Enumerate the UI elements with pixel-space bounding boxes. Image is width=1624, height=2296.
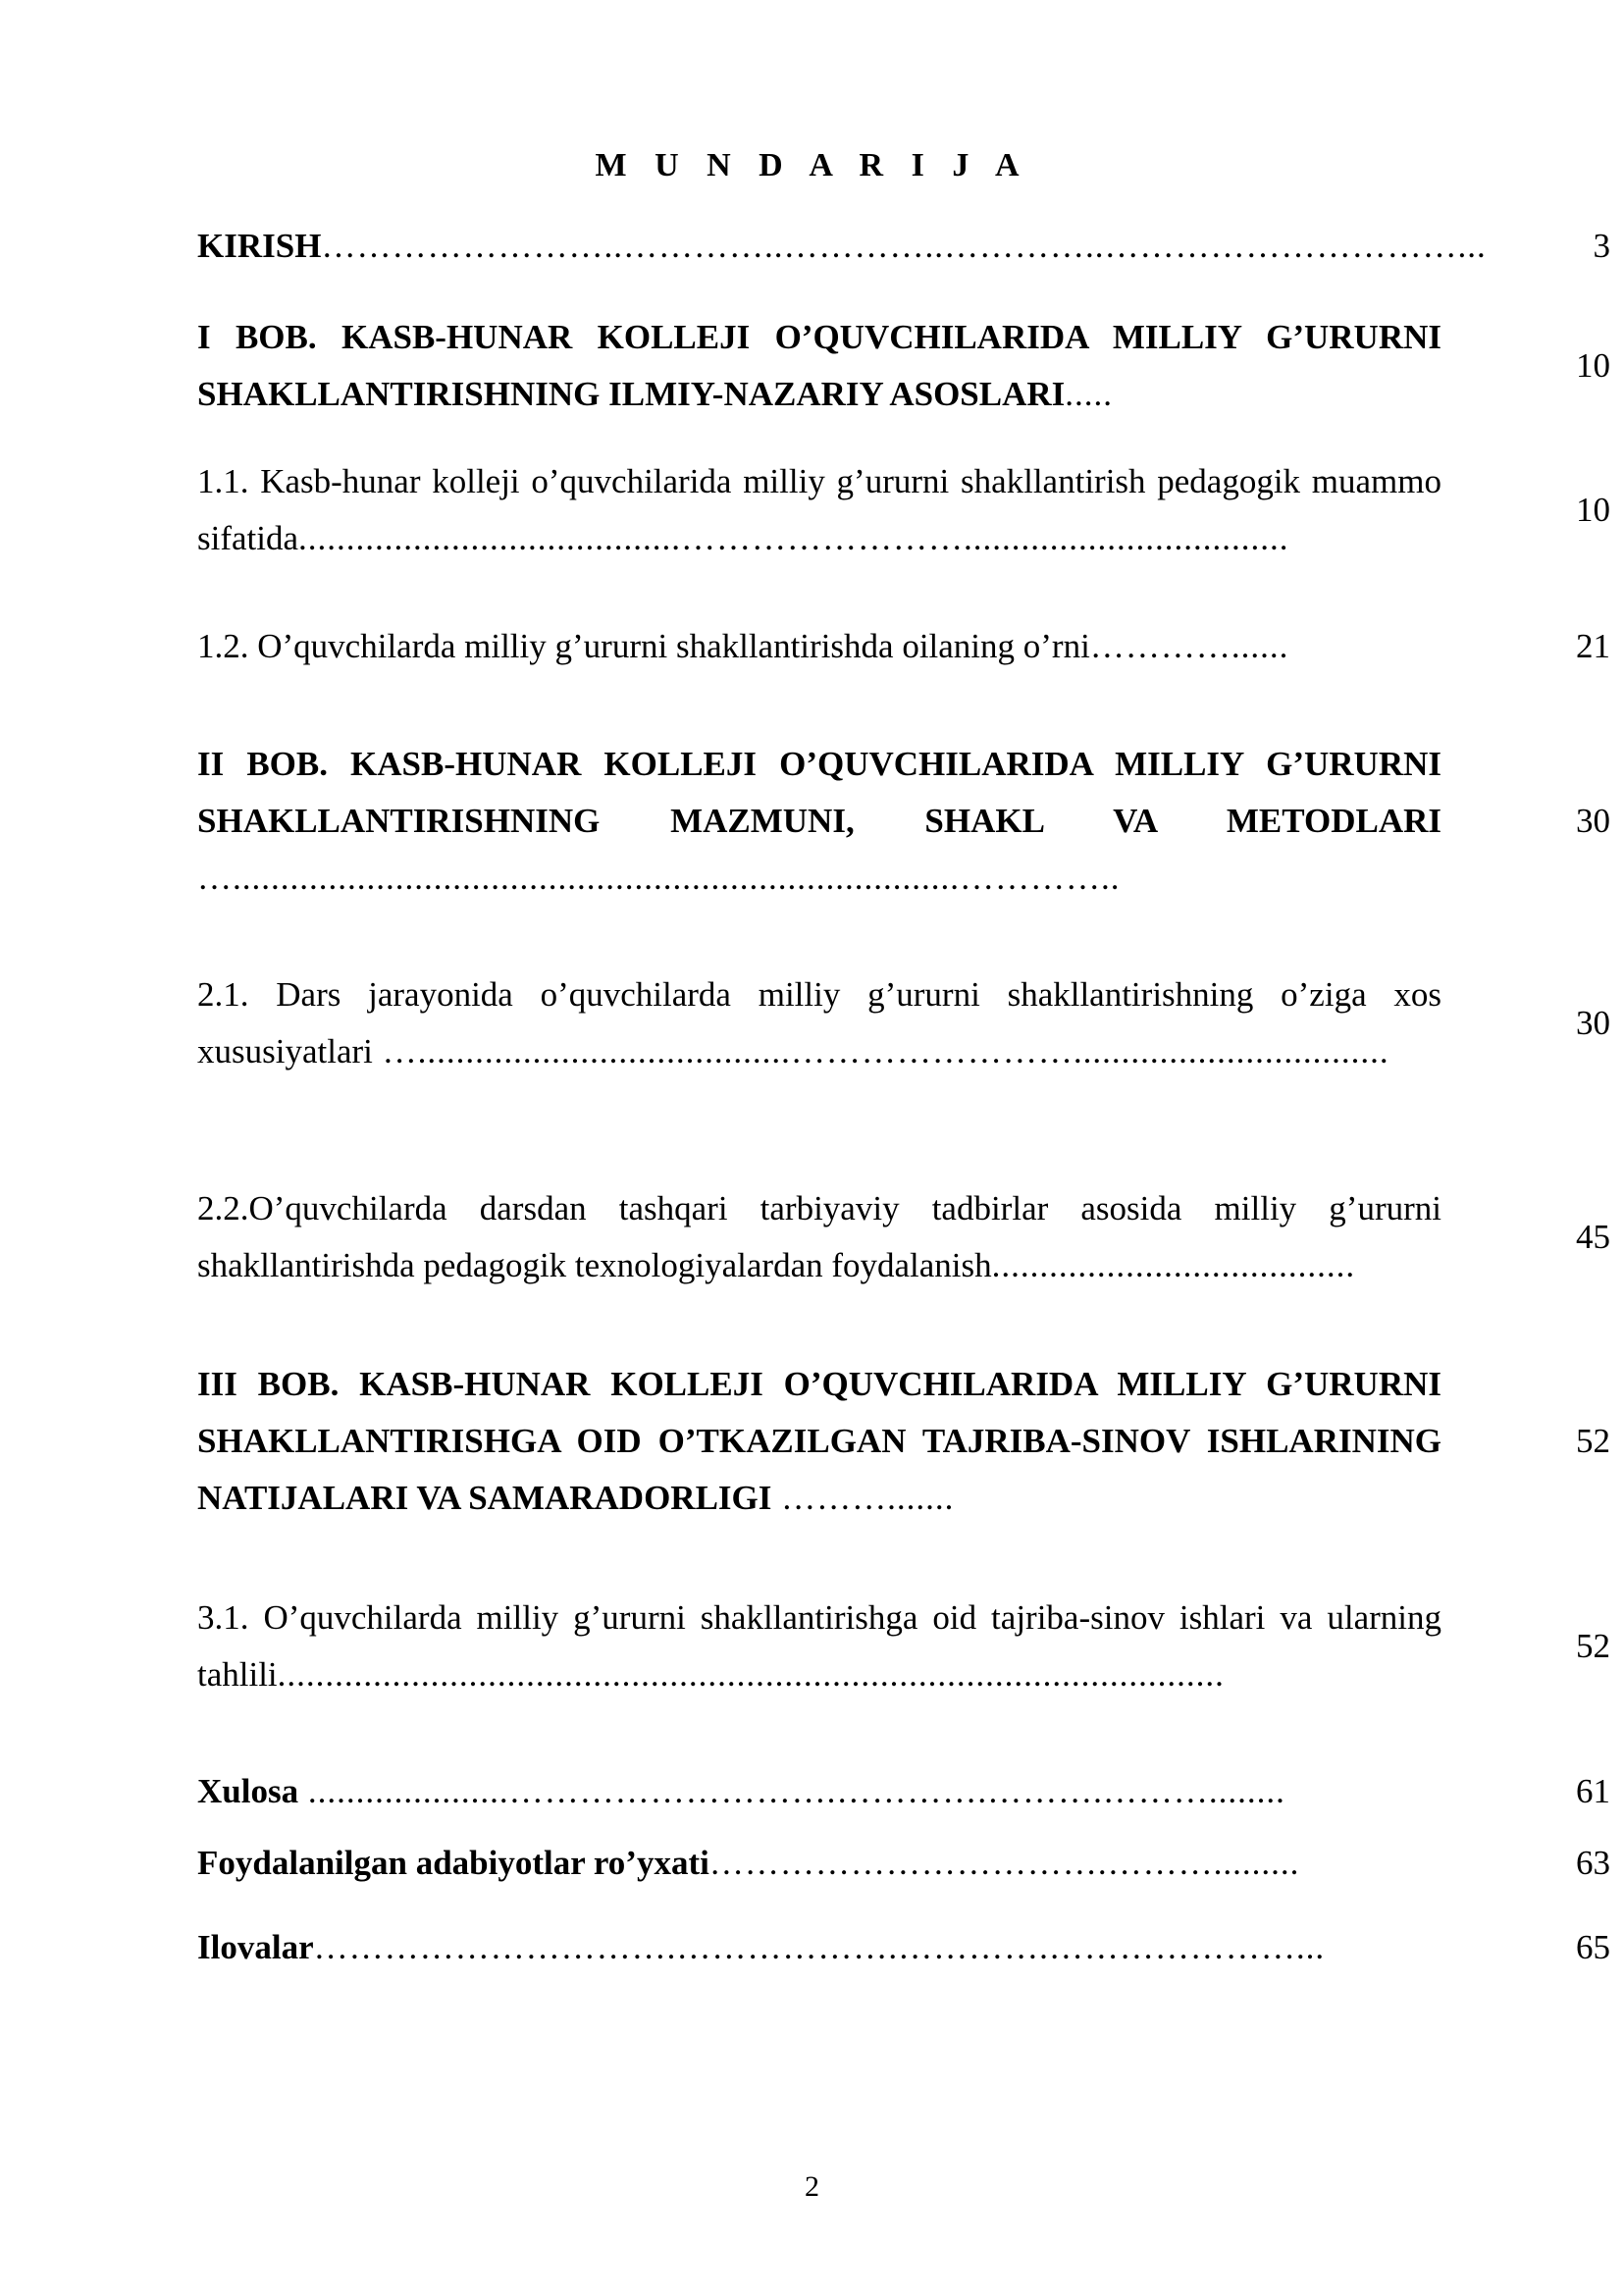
- toc-leader-dots: ...................................................................................................: [277, 1655, 1225, 1694]
- toc-leader-dots: ......................................: [991, 1246, 1356, 1284]
- toc-entry-references[interactable]: [197, 1835, 1610, 1892]
- toc-leader-dots: ........................................……………………..................................: [298, 519, 1289, 557]
- toc-page-number: 10: [1576, 491, 1610, 529]
- toc-page-number: 30: [1576, 802, 1610, 840]
- toc-entry-title: Xulosa: [197, 1772, 299, 1810]
- toc-leader-dots: ……………………..…………..…………..…………..…………………………...: [321, 227, 1487, 265]
- toc-entry-title: 1.2. O’quvchilarda milliy g’ururni shakllantirishda oilaning o’rni: [197, 627, 1090, 665]
- toc-page-number: 65: [1576, 1928, 1610, 1966]
- toc-entry-chapter-3[interactable]: [197, 1356, 1610, 1527]
- toc-entry-appendices[interactable]: [197, 1919, 1610, 1976]
- toc-entry-title: 3.1. O’quvchilarda milliy g’ururni shakllantirishga oid tajriba-sinov ishlari va ularning tahlili: [197, 1598, 1441, 1694]
- toc-entry-title: Ilovalar: [197, 1928, 314, 1966]
- toc-entry-section-1-1[interactable]: [197, 453, 1610, 567]
- toc-entry-section-3-1[interactable]: [197, 1590, 1610, 1703]
- toc-page-number: 61: [1576, 1772, 1610, 1810]
- page-number: 2: [805, 2170, 819, 2203]
- toc-entry-section-2-2[interactable]: [197, 1180, 1610, 1294]
- toc-entry-chapter-2[interactable]: [197, 736, 1610, 907]
- toc-page-number: 52: [1576, 1422, 1610, 1460]
- toc-page-number: 30: [1576, 1004, 1610, 1042]
- toc-entry-title: 2.1. Dars jarayonida o’quvchilarda milliy g’ururni shakllantirishning o’ziga xos xususiyatlari: [197, 975, 1441, 1070]
- toc-page-number: 45: [1576, 1218, 1610, 1256]
- toc-entry-title: I BOB. KASB-HUNAR KOLLEJI O’QUVCHILARIDA MILLIY G’URURNI SHAKLLANTIRISHNING ILMIY-NAZARIY ASOSLARI: [197, 318, 1441, 413]
- toc-entry-title: Foydalanilgan adabiyotlar ro’yxati: [197, 1844, 709, 1882]
- toc-entry-section-1-2[interactable]: [197, 618, 1610, 675]
- toc-page-number: 52: [1576, 1627, 1610, 1665]
- toc-leader-dots: .....: [1065, 375, 1114, 413]
- toc-leader-dots: …………………………….……….........: [708, 1844, 1300, 1882]
- toc-entry-title: II BOB. KASB-HUNAR KOLLEJI O’QUVCHILARIDA MILLIY G’URURNI SHAKLLANTIRISHNING MAZMUNI, SHAKL VA METODLARI: [197, 745, 1441, 840]
- toc-leader-dots: …………......: [1089, 627, 1289, 665]
- toc-entry-title: 1.1. Kasb-hunar kolleji o’quvchilarida milliy g’ururni shakllantirish pedagogik muammo sifatida: [197, 462, 1441, 557]
- toc-entry-section-2-1[interactable]: [197, 966, 1610, 1080]
- toc-leader-dots: …............................................................................…………..: [197, 859, 1121, 897]
- toc-entry-title: KIRISH: [197, 227, 322, 265]
- toc-entry-xulosa[interactable]: [197, 1763, 1610, 1820]
- toc-leader-dots: ………………………….……………….………….…………………...: [313, 1928, 1326, 1966]
- toc-leader-dots: .....................……………………….………….……….………........: [298, 1772, 1285, 1810]
- toc-entry-title: III BOB. KASB-HUNAR KOLLEJI O’QUVCHILARIDA MILLIY G’URURNI SHAKLLANTIRISHGA OID O’TKAZILGAN TAJRIBA-SINOV ISHLARINING NATIJALARI VA SAMARADORLIGI: [197, 1365, 1441, 1517]
- toc-entry-kirish[interactable]: [197, 218, 1610, 275]
- toc-leader-dots: ……….......: [771, 1479, 955, 1517]
- toc-leader-dots: ….......................................…………………….................................: [372, 1032, 1389, 1070]
- toc-page-number: 63: [1576, 1844, 1610, 1882]
- toc-page-number: 21: [1576, 627, 1610, 665]
- toc-page-number: 3: [1593, 227, 1610, 265]
- toc-entry-title: 2.2.O’quvchilarda darsdan tashqari tarbiyaviy tadbirlar asosida milliy g’ururni shakllantirishda pedagogik texnologiyalardan foydalanish: [197, 1189, 1441, 1284]
- toc-page-number: 10: [1576, 346, 1610, 385]
- page-title: M U N D A R I J A: [595, 147, 1029, 183]
- toc-entry-chapter-1[interactable]: [197, 309, 1610, 423]
